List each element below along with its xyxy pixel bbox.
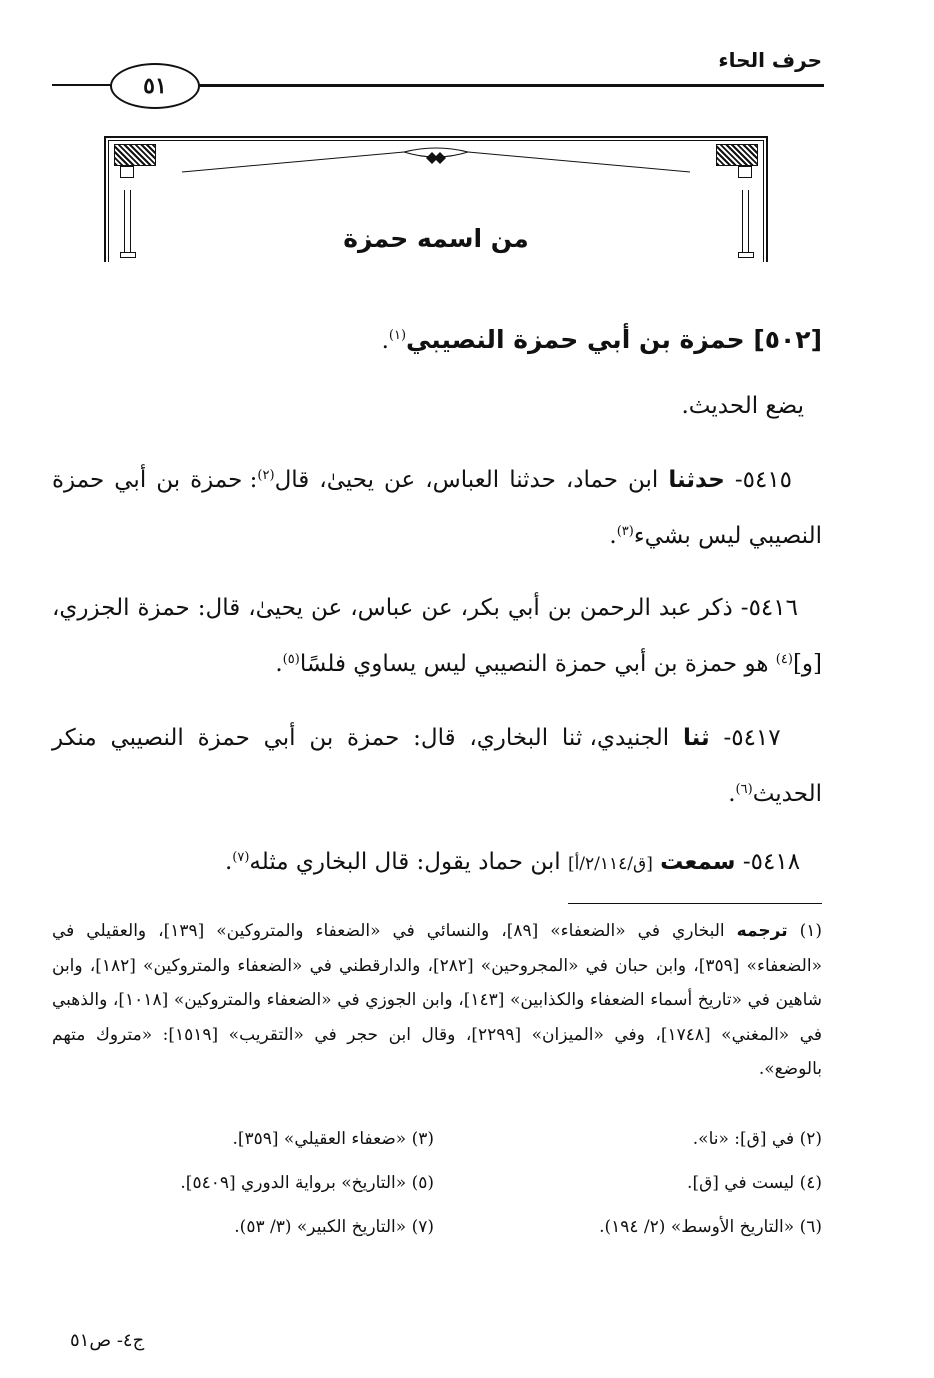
paragraph-text: ذكر عبد الرحمن بن أبي بكر، عن عباس، عن يحيىٰ، قال: حمزة الجزري، [و] <box>52 595 822 677</box>
footnote-ref: (٣) <box>616 524 634 539</box>
center-emblem-icon <box>426 152 446 164</box>
paragraph-end: . <box>224 849 233 875</box>
paragraph-5417 <box>52 710 822 822</box>
footnote-separator <box>568 903 822 904</box>
footnote-label: (١) <box>799 921 823 941</box>
footnote-ref: (٤) <box>775 652 793 667</box>
paragraph-5416 <box>52 580 822 692</box>
paragraph-text: ابن حماد، حدثنا العباس، عن يحيىٰ، قال <box>274 467 659 493</box>
entry-heading-text: [٥٠٢] حمزة بن أبي حمزة النصيبي <box>406 325 822 354</box>
ornamental-frame <box>104 136 768 262</box>
paragraph-number: ٥٤١٦- <box>740 595 798 621</box>
narration-keyword: حدثنا <box>668 467 725 493</box>
narration-keyword: ثنا <box>682 725 710 751</box>
footnote-7: (٧) «التاريخ الكبير» (٣/ ٥٣). <box>234 1217 434 1237</box>
header-rule-thin <box>200 86 824 87</box>
paragraph-text: : حمزة بن أبي حمزة النصيبي ليس بشيء <box>52 467 822 549</box>
section-title: من اسمه حمزة <box>343 224 529 253</box>
paragraph-number: ٥٤١٧- <box>723 725 781 751</box>
paragraph-5418 <box>52 834 822 892</box>
footnote-2: (٢) في [ق]: «نا». <box>692 1129 822 1149</box>
paragraph-number: ٥٤١٥- <box>734 467 793 493</box>
page-number: ٥١ <box>110 63 200 109</box>
footnote-ref: (٥) <box>282 652 300 667</box>
footnote-4: (٤) ليست في [ق]. <box>687 1173 822 1193</box>
manuscript-ref: [ق/٢/١١٤/أ] <box>567 854 653 874</box>
paragraph-end: . <box>609 523 617 549</box>
entry-heading-end: . <box>381 328 389 354</box>
footnote-6: (٦) «التاريخ الأوسط» (٢/ ١٩٤). <box>599 1217 822 1237</box>
footnote-3: (٣) «ضعفاء العقيلي» [٣٥٩]. <box>232 1129 434 1149</box>
paragraph-text: هو حمزة بن أبي حمزة النصيبي ليس يساوي فلسًا <box>299 651 769 677</box>
footnote-ref: (٦) <box>735 782 753 797</box>
swag-ornament <box>104 136 768 186</box>
footnote-ref: (٢) <box>257 468 275 483</box>
paragraph-text: الجنيدي، ثنا البخاري، قال: حمزة بن أبي حمزة النصيبي منكر الحديث <box>52 725 822 807</box>
entry-heading <box>52 312 822 369</box>
footnote-1 <box>52 914 822 1087</box>
entry-line: يضع الحديث. <box>681 393 804 419</box>
page-footer-ref: ج٤- ص٥١ <box>70 1330 145 1351</box>
footnote-ref: (٧) <box>232 850 250 865</box>
footnote-5: (٥) «التاريخ» برواية الدوري [٥٤٠٩]. <box>180 1173 434 1193</box>
chapter-title: حرف الحاء <box>718 48 822 72</box>
paragraph-number: ٥٤١٨- <box>742 849 801 875</box>
footnote-ref: (١) <box>388 328 407 343</box>
paragraph-end: . <box>275 651 283 677</box>
paragraph-end: . <box>728 781 736 807</box>
footnote-keyword: ترجمه <box>736 921 788 941</box>
paragraph-5415 <box>52 452 822 564</box>
narration-keyword: سمعت <box>660 849 736 875</box>
footnote-text: البخاري في «الضعفاء» [٨٩]، والنسائي في «الضعفاء والمتروكين» [١٣٩]، والعقيلي في «الضعفاء» [٣٥٩]، وابن حبان في «المجروحين» [٢٨٢]، والدارقطني في «الضعفاء والمتروكين» [١٨٢]، وابن شاهين في «تاريخ أسماء الضعفاء والكذابين» [١٤٣]، وابن الجوزي في «الضعفاء والمتروكين» [١٠١٨]، والذهبي في «المغني» [١٧٤٨]، وفي «الميزان» [٢٢٩٩]، وقال ابن حجر في «التقريب» [١٥١٩]: «متروك متهم بالوضع». <box>52 921 822 1079</box>
paragraph-text: ابن حماد يقول: قال البخاري مثله <box>249 849 561 875</box>
